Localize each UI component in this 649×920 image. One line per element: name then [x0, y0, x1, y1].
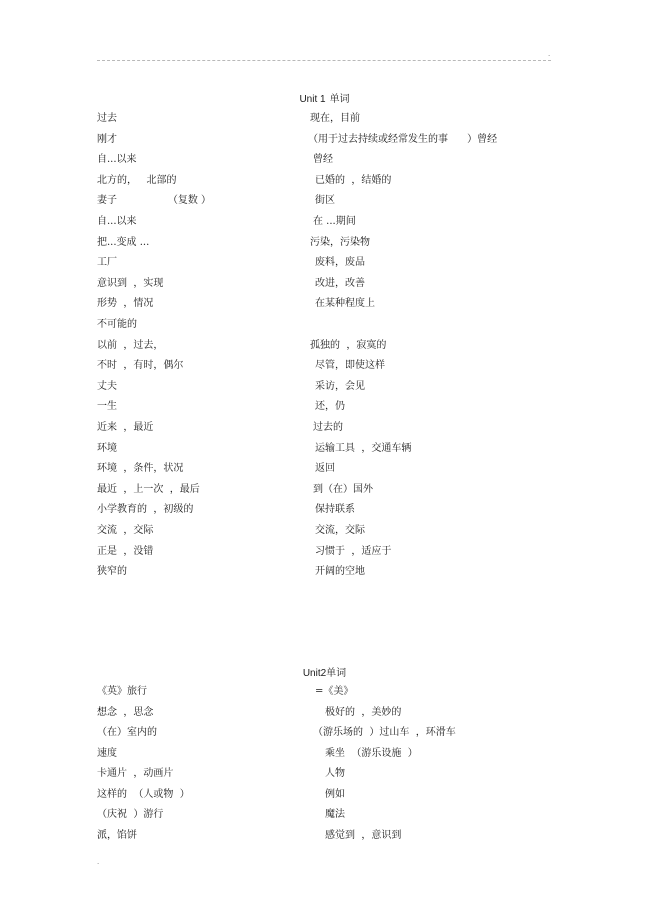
vocab-row: [0, 785, 649, 799]
vocab-row: [0, 109, 649, 123]
unit1-heading: [0, 90, 649, 105]
vocab-row: [0, 336, 649, 350]
vocab-right-term: 开阔的空地: [315, 566, 365, 578]
vocab-row: [0, 805, 649, 819]
vocab-row: [0, 562, 649, 576]
footer-dot-mark: .: [97, 857, 100, 866]
vocab-left-term: 最近 ，上一次 ，最后: [97, 483, 200, 495]
vocab-left-term: 环境: [97, 442, 117, 454]
vocab-row: [0, 542, 649, 556]
vocab-left-term: 刚才: [97, 133, 117, 145]
vocab-right-term: 在某种程度上: [315, 298, 375, 310]
vocab-right-term: 孤独的 ，寂寞的: [310, 339, 387, 351]
vocab-row: [0, 212, 649, 226]
vocab-row: [0, 439, 649, 453]
vocab-left-term: 以前 ，过去，: [97, 339, 164, 351]
vocab-row: [0, 744, 649, 758]
vocab-right-term: 极好的 ，美妙的: [325, 706, 402, 718]
vocab-left-term: （庆祝 ）游行: [97, 809, 164, 820]
vocab-right-term: 采访，会见: [315, 380, 365, 392]
unit1-title-label: 单词: [329, 94, 350, 105]
vocab-right-term: 污染，污染物: [310, 236, 370, 248]
vocab-right-term: 已婚的 ，结婚的: [315, 174, 392, 186]
vocab-left-term: 小学教育的 ，初级的: [97, 504, 194, 516]
vocab-row: [0, 130, 649, 144]
vocab-left-term: 形势 ，情况: [97, 298, 154, 310]
vocab-left-term: 不可能的: [97, 319, 137, 330]
vocab-left-term: 这样的 （人或物 ）: [97, 788, 190, 800]
vocab-right-term: 返回: [315, 463, 335, 475]
vocab-row: [0, 315, 649, 329]
vocab-left-term: 狭窄的: [97, 566, 127, 578]
vocab-left-term: 想念 ，思念: [97, 706, 154, 718]
unit2-heading: [0, 664, 649, 679]
vocab-left-term: 正是 ，没错: [97, 545, 154, 557]
vocab-row: [0, 356, 649, 370]
header-rule: [97, 60, 551, 61]
vocab-row: [0, 418, 649, 432]
vocab-right-term: 尽管，即使这样: [315, 360, 385, 372]
vocab-right-term: 例如: [325, 788, 345, 800]
vocab-right-term: 魔法: [325, 809, 345, 820]
unit2-title-label: 单词: [326, 668, 347, 679]
vocab-right-term: 改进，改善: [315, 277, 365, 289]
vocab-left-term: 派，馅饼: [97, 829, 137, 841]
vocab-left-term: 速度: [97, 747, 117, 759]
header-dot-mark: .: [548, 49, 551, 58]
vocab-row: [0, 397, 649, 411]
vocab-row: [0, 500, 649, 514]
vocab-right-term: 运输工具 ，交通车辆: [315, 442, 412, 454]
vocab-right-term: 保持联系: [315, 504, 355, 516]
vocab-right-term: 感觉到 ，意识到: [325, 829, 402, 841]
vocab-left-term: 丈夫: [97, 380, 117, 392]
vocab-right-term: 废料，废品: [315, 257, 365, 269]
vocab-row: [0, 723, 649, 737]
vocab-row: [0, 150, 649, 164]
vocab-row: [0, 274, 649, 288]
vocab-right-term: 到（在）国外: [313, 483, 373, 495]
vocab-row: [0, 682, 649, 696]
vocab-left-term: 北方的， 北部的: [97, 174, 177, 186]
vocab-left-term: 过去: [97, 113, 117, 124]
vocab-right-term: 街区: [315, 195, 335, 207]
unit2-title: Unit2: [302, 668, 327, 679]
vocab-left-term: 自...以来: [97, 154, 137, 166]
vocab-left-term: 意识到 ，实现: [97, 277, 164, 289]
vocab-row: [0, 294, 649, 308]
vocab-row: [0, 253, 649, 267]
vocab-row: [0, 703, 649, 717]
vocab-right-term: 习惯于 ，适应于: [315, 545, 392, 557]
vocab-left-term: 一生: [97, 401, 117, 413]
vocab-row: [0, 459, 649, 473]
vocab-left-term: 妻子 （复数 ）: [97, 195, 212, 207]
vocab-row: [0, 171, 649, 185]
vocab-right-term: 过去的: [313, 422, 343, 433]
vocab-row: [0, 521, 649, 535]
vocab-right-term: 乘坐 （游乐设施 ）: [325, 747, 418, 759]
vocab-right-term: 交流，交际: [315, 525, 365, 536]
vocab-row: [0, 480, 649, 494]
vocab-row: [0, 191, 649, 205]
vocab-left-term: 工厂: [97, 257, 117, 269]
vocab-row: [0, 377, 649, 391]
vocab-row: [0, 826, 649, 840]
vocab-left-term: 不时 ，有时，偶尔: [97, 360, 184, 372]
vocab-right-term: 曾经: [313, 154, 333, 166]
vocab-left-term: 卡通片 ，动画片: [97, 768, 174, 779]
unit1-title: Unit 1: [299, 94, 326, 105]
vocab-left-term: 《英》旅行: [97, 686, 147, 697]
vocab-right-term: 人物: [325, 768, 345, 779]
vocab-right-term: （用于过去持续或经常发生的事 ）曾经: [308, 133, 498, 145]
vocab-right-term: =《美》: [315, 686, 354, 697]
vocab-right-term: （游乐场的 ）过山车 ，环滑车: [313, 727, 456, 738]
vocab-left-term: 近来 ，最近: [97, 422, 154, 433]
vocab-right-term: 现在，目前: [310, 113, 360, 124]
vocab-right-term: 在 ...期间: [313, 216, 356, 227]
vocab-right-term: 还，仍: [315, 401, 345, 413]
vocab-left-term: 把...变成 ...: [97, 236, 150, 248]
vocab-row: [0, 764, 649, 778]
vocab-left-term: 自...以来: [97, 216, 137, 227]
vocab-left-term: 环境 ，条件，状况: [97, 463, 184, 475]
vocab-row: [0, 233, 649, 247]
vocab-left-term: 交流 ，交际: [97, 525, 154, 536]
vocab-left-term: （在）室内的: [97, 727, 157, 738]
